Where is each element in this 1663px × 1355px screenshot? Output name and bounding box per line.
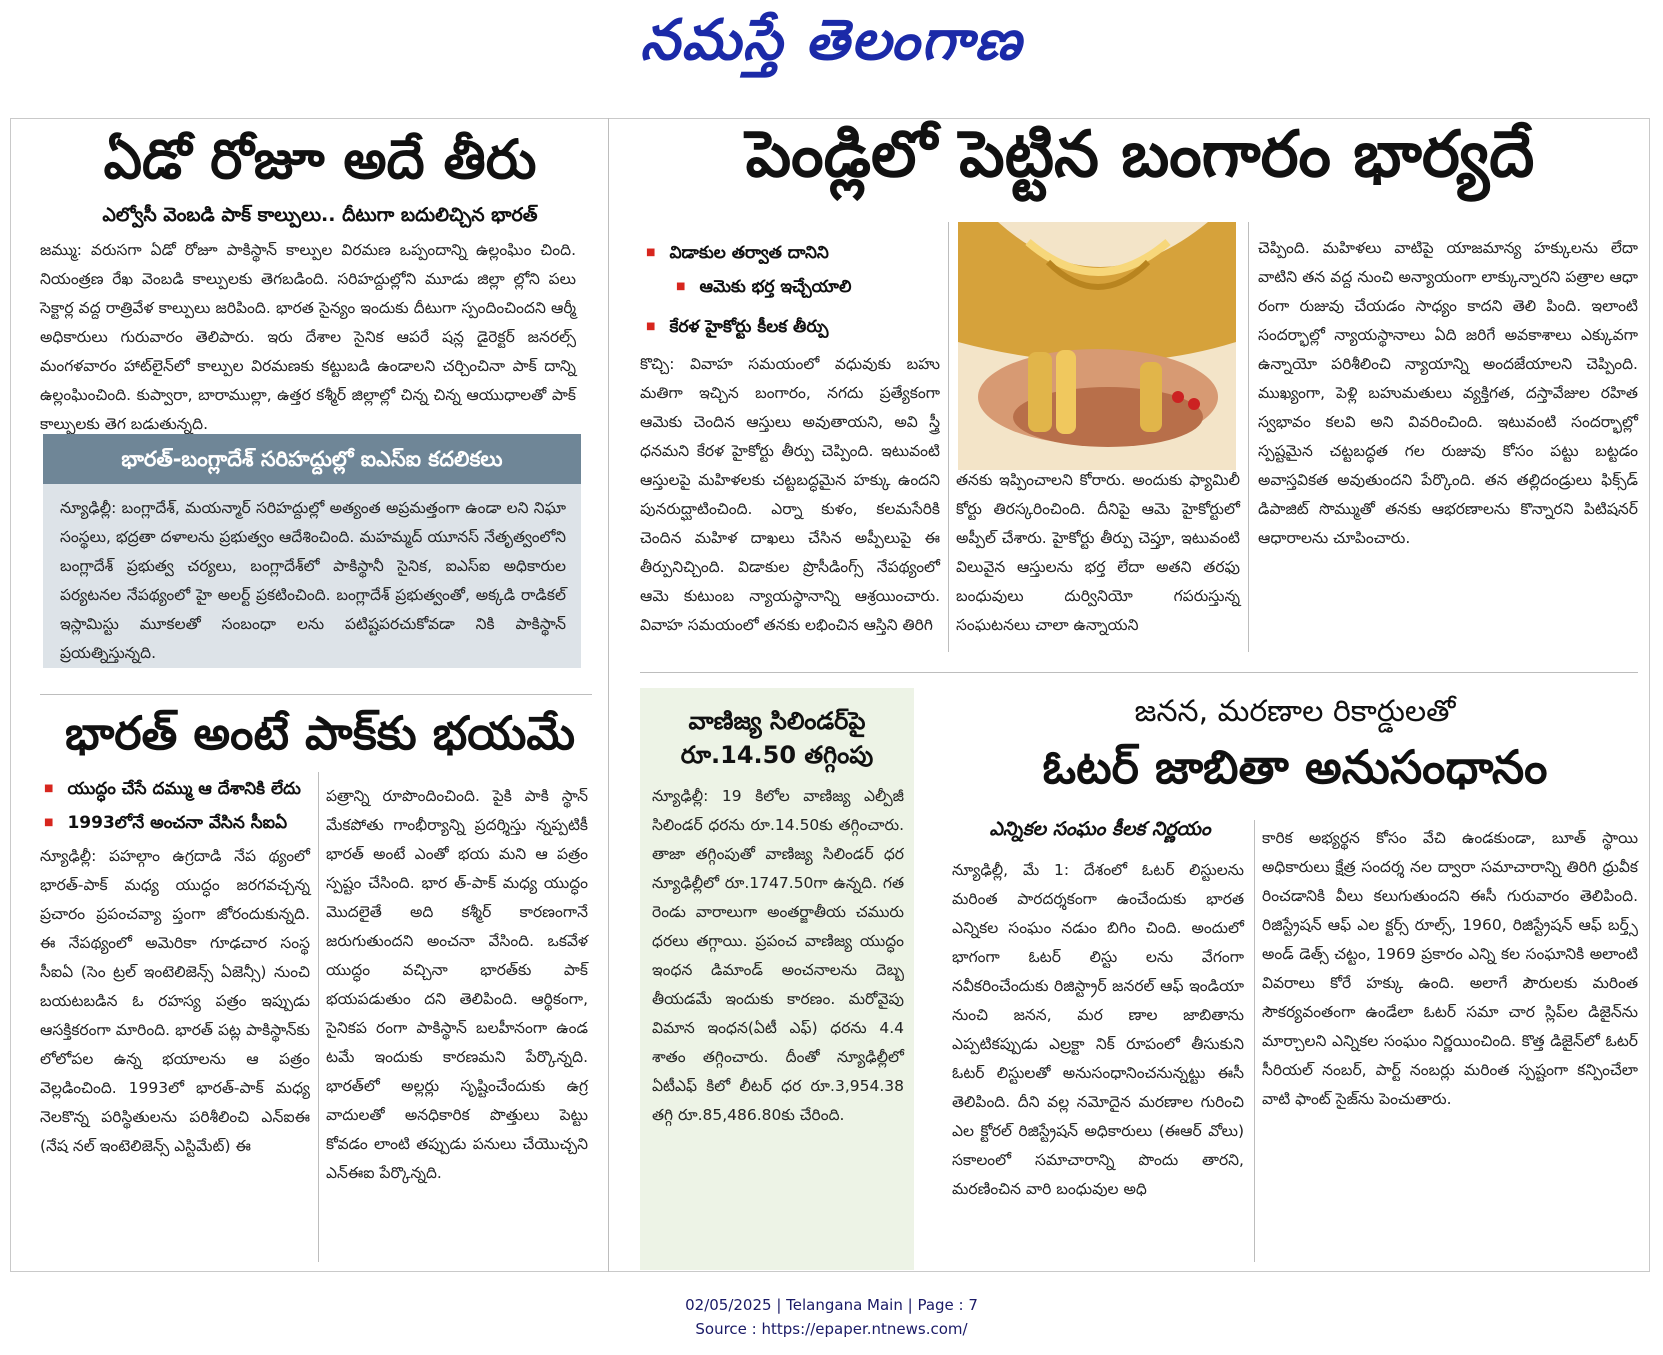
divider: [1248, 222, 1249, 652]
divider: [40, 694, 592, 695]
story4-kicker: జనన, మరణాల రికార్డులతో: [1134, 694, 1456, 729]
wedding-gold-photo-illustration: [958, 222, 1236, 470]
story4-body-right: కారిక అభ్యర్థన కోసం వేచి ఉండకుండా, బూత్ స్థాయి అధికారులు క్షేత్ర సందర్శ నల ద్వారా సమాచారాన్ని తిరిగి ధ్రువీక రించడానికి వీలు కలుగుతుందని ఈసీ గురువారం తెలిపింది. రిజిస్ట్రేషన్ ఆఫ్ ఎల క్టర్స్ రూల్స్, 1960, రిజిస్ట్రేషన్ ఆఫ్ బర్త్స్ అండ్ డెత్స్ చట్టం, 1969 ప్రకారం ఎన్ని కల సంఘానికి అలాంటి వివరాలు కోరే హక్కు ఉంది. అలాగే పౌరులకు మరింత సౌకర్యవంతంగా ఉండేలా ఓటర్ సమా చార స్లిప్‌ల డిజైన్‌ను మార్చాలని ఎన్నికల సంఘం నిర్ణయించింది. కొత్త డిజైన్‌లో ఓటర్ సీరియల్ నంబర్, పార్ట్ నంబర్లు మరింత స్పష్టంగా కన్పించేలా వాటి ఫాంట్ సైజ్‌ను పెంచుతారు.: [1262, 829, 1638, 1108]
cylinder-box-headline-1: వాణిజ్య సిలిండర్‌పై: [688, 707, 866, 735]
story4-headline: ఓటర్ జాబితా అనుసంధానం: [1042, 740, 1548, 794]
story1-subhead: ఎల్వోసీ వెంబడి పాక్ కాల్పులు.. దీటుగా బదులిచ్చిన భారత్: [102, 204, 538, 226]
story2-body-left: న్యూఢిల్లీ: పహల్గాం ఉగ్రదాడి నేప థ్యంలో భారత్-పాక్ మధ్య యుద్ధం జరగవచ్చన్న ప్రచారం ప్రపంచవ్యా ప్తంగా జోరందుకున్నది. ఈ నేపథ్యంలో అమెరికా గూఢచార సంస్థ సీఐఏ (సెం ట్రల్ ఇంటెలిజెన్స్ ఏజెన్సీ) నుంచి బయటబడిన ఓ రహస్య పత్రం ఇప్పుడు ఆసక్తికరంగా మారింది. భారత్ పట్ల పాకిస్థాన్‌కు లోలోపల ఉన్న భయాలను ఆ పత్రం వెల్లడించింది. 1993లో భారత్-పాక్ మధ్య నెలకొన్న పరిస్థితులను పరిశీలించి ఎన్ఐఈ (నేష నల్ ఇంటెలిజెన్స్ ఎస్టిమేట్) ఈ: [40, 847, 310, 1155]
story2-bullet-1: ■ యుద్ధం చేసే దమ్ము ఆ దేశానికి లేదు: [44, 772, 301, 806]
bangladesh-box-headline: భారత్-బంగ్లాదేశ్ సరిహద్దుల్లో ఐఎస్ఐ కదలికలు: [43, 434, 581, 484]
divider: [948, 222, 949, 652]
story4-subhead: ఎన్నికల సంఘం కీలక నిర్ణయం: [989, 818, 1211, 840]
cylinder-box-headline-2: రూ.14.50 తగ్గింపు: [680, 741, 874, 769]
story1-body: జమ్ము: వరుసగా ఏడో రోజూ పాకిస్థాన్ కాల్పుల విరమణ ఒప్పందాన్ని ఉల్లంఘిం చింది. నియంత్రణ రేఖ వెంబడి కాల్పులకు తెగబడింది. సరిహద్దుల్లోని మూడు జిల్లా ల్లోని పలు సెక్టార్ల వద్ద రాత్రివేళ కాల్పులు జరిపింది. భారత సైన్యం ఇందుకు దీటుగా స్పందించిందని ఆర్మీ అధికారులు గురువారం తెలిపారు. ఇరు దేశాల సైనిక ఆపరే షన్ల డైరెక్టర్ జనరల్స్ మంగళవారం హాట్‌లైన్‌లో కాల్పుల విరమణకు కట్టుబడి ఉండాలని చర్చించినా పాక్ దాన్ని ఉల్లంఘించింది. కుప్వారా, బారాముల్లా, ఉత్తర కశ్మీర్ జిల్లాల్లో చిన్న చిన్న ఆయుధాలతో పాక్ కాల్పులకు తెగ బడుతున్నది.: [40, 241, 576, 433]
masthead-logo: నమస్తే తెలంగాణ: [640, 8, 1023, 73]
story4-body-left: న్యూఢిల్లీ, మే 1: దేశంలో ఓటర్ లిస్టులను మరింత పారదర్శకంగా ఉంచేందుకు భారత ఎన్నికల సంఘం నడుం బిగిం చింది. అందులో భాగంగా ఓటర్ లిస్టు లను వేగంగా నవీకరించేందుకు రిజిస్ట్రార్ జనరల్ ఆఫ్ ఇండియా నుంచి జనన, మర ణాల జాబితాను ఎప్పటికప్పుడు ఎల్రక్టా నిక్ రూపంలో తీసుకుని ఓటర్ లిస్టులతో అనుసంధానించనున్నట్టు ఈసీ తెలిపింది. దీని వల్ల నమోదైన మరణాల గురించి ఎల క్టోరల్ రిజిస్ట్రేషన్ అధికారులు (ఈఆర్ వోలు) సకాలంలో సమాచారాన్ని పొందు తారని, మరణించిన వారి బంధువుల అధి: [952, 861, 1244, 1198]
story2-headline: భారత్ అంటే పాక్‌కు భయమే: [64, 706, 576, 760]
divider: [1254, 820, 1255, 1262]
story3-bullet-3: ■ కేరళ హైకోర్టు కీలక తీర్పు: [646, 310, 828, 344]
wedding-gold-photo: [958, 222, 1236, 470]
column-divider-main: [608, 118, 609, 1272]
story3-bullet-2: ■ ఆమెకు భర్త ఇచ్చేయాలి: [676, 270, 851, 304]
story3-body-col2: తనకు ఇప్పించాలని కోరారు. అందుకు ఫ్యామిలీ కోర్టు తిరస్కరించింది. దీనిపై ఆమె హైకోర్టులో అప్పీల్ చేశారు. హైకోర్టు తీర్పు చెప్తూ, ఇటువంటి విలువైన ఆస్తులను భర్త లేదా అతని తరఫు బంధువులు దుర్వినియో గపరుస్తున్న సంఘటనలు చాలా ఉన్నాయని: [956, 471, 1240, 634]
story3-body-col3: చెప్పింది. మహిళలు వాటిపై యాజమాన్య హక్కులను లేదా వాటిని తన వద్ద నుంచి అన్యాయంగా లాక్కున్నారని పత్రాల ఆధా రంగా రుజువు చేయడం సాధ్యం కాదని తెలి పింది. ఇలాంటి సందర్భాల్లో న్యాయస్థానాలు ఏది జరిగే అవకాశాలు ఎక్కువగా ఉన్నాయో పరిశీలించి న్యాయాన్ని అందజేయాలని చెప్పింది. ముఖ్యంగా, పెళ్లి బహుమతులు వ్యక్తిగత, దస్తావేజుల రహిత స్వభావం కలవి అని వివరించింది. ఇటువంటి సందర్భాల్లో స్పష్టమైన చట్టబద్ధత గల రుజువు కోసం పట్టు బట్టడం అవాస్తవికత అవుతుందని పేర్కొంది. తన తల్లిదండ్రులు ఫిక్స్‌డ్ డిపాజిట్ సొమ్ముతో తనకు ఆభరణాలను కొన్నారని పిటిషనర్ ఆధారాలను చూపించారు.: [1258, 239, 1638, 547]
story1-headline: ఏడో రోజూ అదే తీరు: [103, 128, 537, 191]
story3-headline: పెండ్లిలో పెట్టిన బంగారం భార్యదే: [745, 118, 1535, 192]
story2-bullet-2: ■ 1993లోనే అంచనా వేసిన సీఐఏ: [44, 806, 287, 840]
story2-body-right: పత్రాన్ని రూపొందించింది. పైకి పాకి స్థాన్ మేకపోతు గాంభీర్యాన్ని ప్రదర్శిస్తు న్నప్పటికీ భారత్ అంటే ఎంతో భయ మని ఆ పత్రం స్పష్టం చేసింది. భార త్-పాక్ మధ్య యుద్ధం మొదలైతే అది కశ్మీర్ కారణంగానే జరుగుతుందని అంచనా వేసింది. ఒకవేళ యుద్ధం వచ్చినా భారత్‌కు పాక్ భయపడుతుం దని తెలిపింది. ఆర్థికంగా, సైనికప రంగా పాకిస్థాన్ బలహీనంగా ఉండ టమే ఇందుకు కారణమని పేర్కొన్నది. భారత్‌లో అల్లర్లు సృష్టించేందుకు ఉగ్ర వాదులతో అనధికారిక పొత్తులు పెట్టు కోవడం లాంటి తప్పుడు పనులు చేయొచ్చని ఎన్ఈఐ పేర్కొన్నది.: [326, 787, 588, 1182]
cylinder-box-body: న్యూఢిల్లీ: 19 కిలోల వాణిజ్య ఎల్పీజీ సిలిండర్ ధరను రూ.14.50కు తగ్గించారు. తాజా తగ్గింపుతో వాణిజ్య సిలిండర్ ధర న్యూఢిల్లీలో రూ.1747.50గా ఉన్నది. గత రెండు వారాలుగా అంతర్జాతీయ చమురు ధరలు తగ్గాయి. ప్రపంచ వాణిజ్య యుద్ధం ఇంధన డిమాండ్ అంచనాలను దెబ్బ తీయడమే ఇందుకు కారణం. మరోవైపు విమాన ఇంధన(ఏటీ ఎఫ్) ధరను 4.4 శాతం తగ్గించారు. దీంతో న్యూఢిల్లీలో ఏటీఎఫ్ కిలో లీటర్ ధర రూ.3,954.38 తగ్గి రూ.85,486.80కు చేరింది.: [652, 787, 904, 1124]
footer-source-line: Source : https://epaper.ntnews.com/: [695, 1320, 968, 1338]
story3-bullet-1: ■ విడాకుల తర్వాత దానిని: [646, 236, 829, 270]
story3-body-col1: కొచ్చి: వివాహ సమయంలో వధువుకు బహు మతిగా ఇచ్చిన బంగారం, నగదు ప్రత్యేకంగా ఆమెకు చెందిన ఆస్తులు అవుతాయని, అవి స్త్రీ ధనమని కేరళ హైకోర్టు తీర్పు చెప్పింది. ఇటువంటి ఆస్తులపై మహిళలకు చట్టబద్ధమైన హక్కు ఉందని పునరుద్ఘాటించింది. ఎర్నా కుళం, కలమసేరికి చెందిన మహిళ దాఖలు చేసిన అప్పీలుపై ఈ తీర్పునిచ్చింది. విడాకుల ప్రొసీడింగ్స్ నేపథ్యంలో ఆమె కుటుంబ న్యాయస్థానాన్ని ఆశ్రయించారు. వివాహ సమయంలో తనకు లభించిన ఆస్తిని తిరిగి: [640, 355, 940, 634]
divider: [318, 772, 319, 1262]
divider: [640, 672, 1638, 673]
bangladesh-box-body: న్యూఢిల్లీ: బంగ్లాదేశ్, మయన్మార్ సరిహద్దుల్లో అత్యంత అప్రమత్తంగా ఉండా లని నిఘా సంస్థలు, భద్రతా దళాలను ప్రభుత్వం ఆదేశించింది. మహమ్మద్ యూనస్ నేతృత్వంలోని బంగ్లాదేశ్ ప్రభుత్వ చర్యలు, బంగ్లాదేశ్‌లో పాకిస్థానీ సైనిక, ఐఎస్ఐ అధికారుల పర్యటనల నేపథ్యంలో హై అలర్ట్ ప్రకటించింది. బంగ్లాదేశ్ ప్రభుత్వంతో, అక్కడి రాడికల్ ఇస్లామిస్టు మూకలతో సంబంధా లను పటిష్టపరచుకోవడా నికి పాకిస్థాన్ ప్రయత్నిస్తున్నది.: [60, 499, 566, 662]
footer-date-line: 02/05/2025 | Telangana Main | Page : 7: [685, 1296, 978, 1314]
